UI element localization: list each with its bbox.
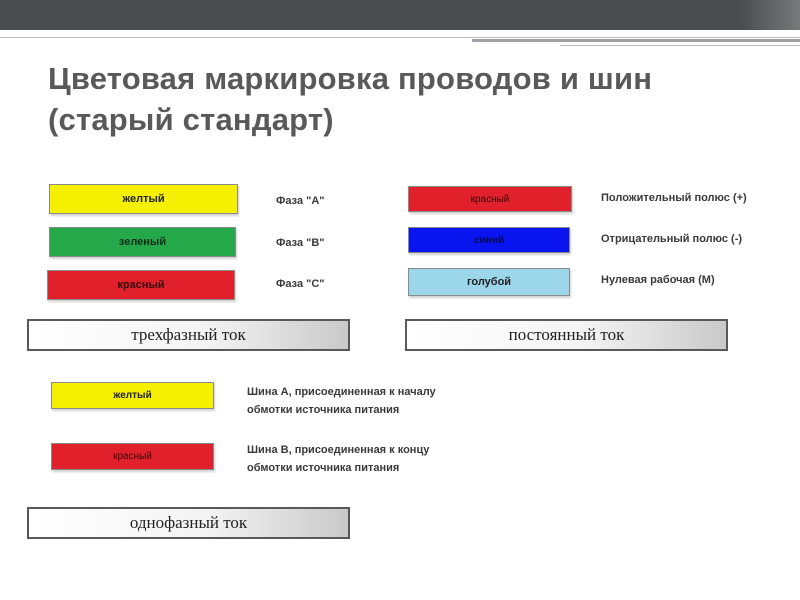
- header-sheen: [740, 0, 800, 30]
- phase-a-label: Фаза "А": [276, 195, 325, 207]
- color-bar-red: [408, 186, 572, 212]
- decorative-line: [0, 37, 800, 38]
- color-bar-label: красный: [117, 279, 165, 291]
- decorative-segment: [472, 39, 800, 42]
- single-phase-banner: однофазный ток: [27, 507, 350, 539]
- bus-b-label-line1: Шина В, присоединенная к концу: [247, 444, 430, 456]
- phase-c-label: Фаза "С": [276, 278, 325, 290]
- phase-b-label: Фаза "В": [276, 237, 325, 249]
- three-phase-banner: трехфазный ток: [27, 319, 350, 351]
- color-bar-yellow: [51, 382, 214, 409]
- neutral-label: Нулевая рабочая (М): [601, 274, 715, 286]
- bus-a-label: [247, 385, 436, 418]
- bus-b-label: [247, 443, 429, 476]
- bus-a-label-line2: обмотки источника питания: [247, 404, 400, 416]
- color-bar-label: синий: [473, 234, 505, 246]
- direct-current-banner: постоянный ток: [405, 319, 728, 351]
- color-bar-label: красный: [113, 451, 152, 462]
- color-bar-green: [49, 227, 236, 257]
- color-bar-light-blue: [408, 268, 570, 296]
- color-bar-red: [51, 443, 214, 470]
- bus-b-label-line2: обмотки источника питания: [247, 462, 400, 474]
- color-bar-label: желтый: [122, 193, 165, 205]
- color-bar-red: [47, 270, 235, 300]
- color-bar-blue: [408, 227, 570, 253]
- decorative-line: [560, 45, 800, 46]
- color-bar-label: голубой: [466, 276, 512, 288]
- color-bar-yellow: [49, 184, 238, 214]
- color-bar-label: красный: [470, 193, 510, 205]
- header-bar: [0, 0, 800, 30]
- color-bar-label: желтый: [113, 390, 152, 401]
- bus-a-label-line1: Шина А, присоединенная к началу: [247, 386, 436, 398]
- negative-pole-label: Отрицательный полюс (-): [601, 233, 743, 245]
- page-title: Цветовая маркировка проводов и шин (старый стандарт): [48, 61, 653, 137]
- positive-pole-label: Положительный полюс (+): [601, 192, 747, 204]
- color-bar-label: зеленый: [118, 236, 167, 248]
